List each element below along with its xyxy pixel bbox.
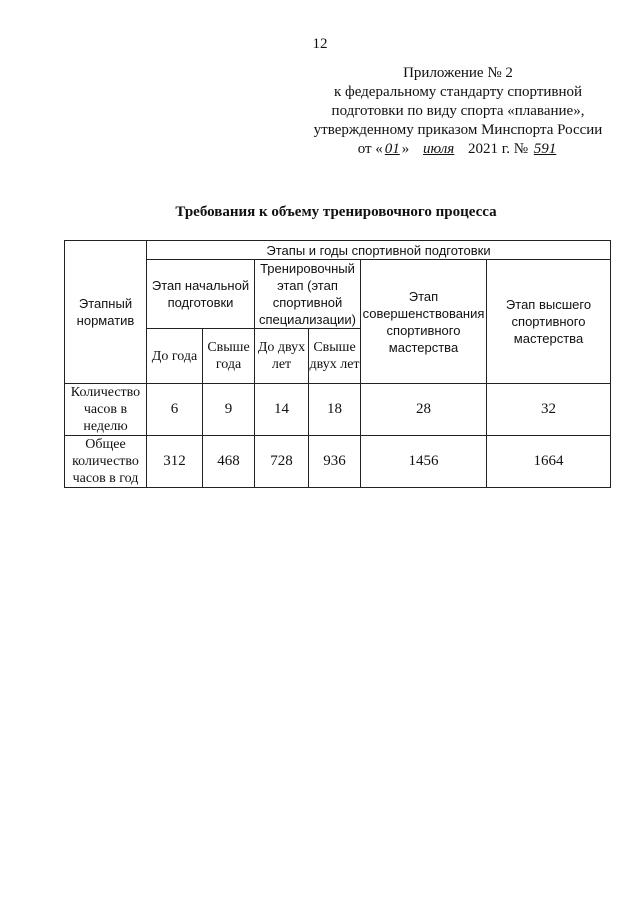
stage-training-header: Тренировочный этап (этап спортивной специализации) — [255, 260, 361, 329]
sub-initial-2: Свыше года — [203, 329, 255, 384]
date-month: июля — [423, 141, 455, 157]
table-row — [65, 436, 611, 488]
table-cell: 6 — [147, 384, 203, 436]
table-cell: 9 — [203, 384, 255, 436]
page-number: 12 — [312, 36, 328, 52]
sub-training-2: Свыше двух лет — [309, 329, 361, 384]
appendix-line-2: к федеральному стандарту спортивной — [333, 84, 583, 100]
table-cell: 312 — [147, 436, 203, 488]
group-header-cell: Этапы и годы спортивной подготовки — [147, 241, 611, 260]
stage-initial-header: Этап начальной подготовки — [147, 260, 255, 329]
appendix-block — [308, 64, 608, 159]
table-cell: 728 — [255, 436, 309, 488]
sub-training-1: До двух лет — [255, 329, 309, 384]
table-cell: 14 — [255, 384, 309, 436]
table-cell: 936 — [309, 436, 361, 488]
table-cell: 28 — [361, 384, 487, 436]
appendix-line-4: утвержденному приказом Минспорта России — [313, 122, 603, 138]
appendix-title: Приложение № 2 — [403, 65, 513, 81]
sub-initial-1: До года — [147, 329, 203, 384]
table-cell: 1456 — [361, 436, 487, 488]
row-label: Количество часов в неделю — [65, 384, 147, 436]
date-prefix: от « — [357, 141, 383, 157]
table-cell: 1664 — [487, 436, 611, 488]
appendix-line-3: подготовки по виду спорта «плавание», — [331, 103, 585, 119]
table-cell: 18 — [309, 384, 361, 436]
table-cell: 468 — [203, 436, 255, 488]
table-cell: 32 — [487, 384, 611, 436]
training-requirements-table — [64, 240, 611, 488]
table-row — [65, 384, 611, 436]
appendix-date-line — [308, 140, 608, 159]
stage-improvement-header: Этап совершенствования спортивного мастерства — [361, 260, 487, 384]
date-day: 01 — [384, 141, 400, 157]
order-number: 591 — [533, 141, 557, 157]
date-year: 2021 г. № — [468, 141, 529, 157]
row-header-cell: Этапный норматив — [65, 241, 147, 384]
stage-highest-header: Этап высшего спортивного мастерства — [487, 260, 611, 384]
row-label: Общее количество часов в год — [65, 436, 147, 488]
document-title: Требования к объему тренировочного процесса — [175, 204, 497, 220]
date-mid: » — [401, 141, 410, 157]
